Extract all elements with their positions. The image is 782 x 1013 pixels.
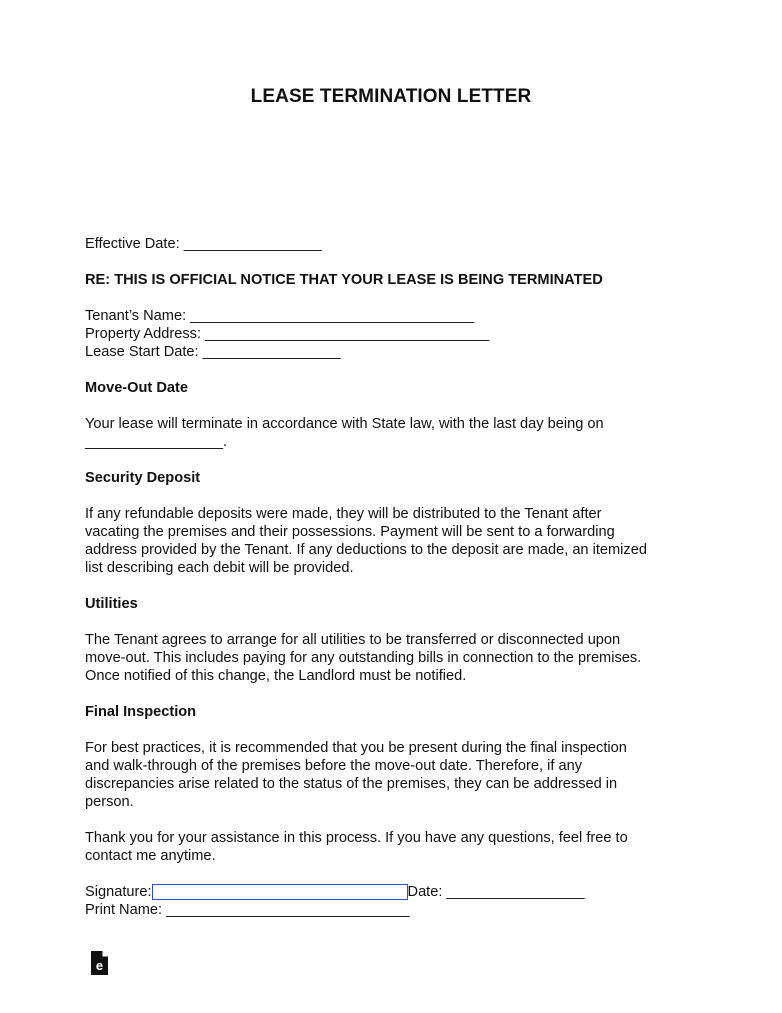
- final-inspection-line: For best practices, it is recommended that you be present during the final inspection: [85, 740, 627, 756]
- utilities-line: move-out. This includes paying for any outstanding bills in connection to the premises.: [85, 650, 642, 666]
- security-deposit-line: address provided by the Tenant. If any deductions to the deposit are made, an itemized: [85, 542, 647, 558]
- section-heading-final-inspection: Final Inspection: [85, 704, 197, 720]
- re-notice-line: RE: THIS IS OFFICIAL NOTICE THAT YOUR LEASE IS BEING TERMINATED: [85, 272, 603, 288]
- security-deposit-line: list describing each debit will be provided.: [85, 560, 354, 576]
- section-heading-security-deposit: Security Deposit: [85, 470, 201, 486]
- svg-text:e: e: [95, 958, 104, 973]
- final-inspection-line: person.: [85, 794, 134, 810]
- move-out-line: Your lease will terminate in accordance with State law, with the last day being on: [85, 416, 604, 432]
- print-name-line: Print Name: ______________________________: [85, 902, 410, 918]
- closing-line: contact me anytime.: [85, 848, 216, 864]
- signature-label: Signature:: [85, 884, 152, 900]
- move-out-line: _________________.: [85, 434, 228, 450]
- security-deposit-line: If any refundable deposits were made, they will be distributed to the Tenant after: [85, 506, 602, 522]
- security-deposit-line: vacating the premises and their possessions. Payment will be sent to a forwarding: [85, 524, 615, 540]
- tenant-name-line: Tenant’s Name: ___________________________________: [85, 308, 475, 324]
- utilities-line: Once notified of this change, the Landlord must be notified.: [85, 668, 467, 684]
- document-body: [85, 235, 705, 919]
- eforms-logo-icon: [88, 950, 110, 976]
- final-inspection-line: and walk-through of the premises before the move-out date. Therefore, if any: [85, 758, 583, 774]
- property-address-line: Property Address: ___________________________________: [85, 326, 490, 342]
- utilities-line: The Tenant agrees to arrange for all utilities to be transferred or disconnected upon: [85, 632, 621, 648]
- section-heading-move-out: Move-Out Date: [85, 380, 188, 396]
- final-inspection-line: discrepancies arise related to the status of the premises, they can be addressed in: [85, 776, 618, 792]
- signature-field[interactable]: [152, 884, 408, 900]
- date-line: Date: _________________: [407, 884, 585, 900]
- document-title: LEASE TERMINATION LETTER: [250, 86, 532, 107]
- lease-start-date-line: Lease Start Date: _________________: [85, 344, 341, 360]
- signature-row: [85, 883, 705, 901]
- effective-date-line: Effective Date: _________________: [85, 236, 322, 252]
- closing-line: Thank you for your assistance in this process. If you have any questions, feel free to: [85, 830, 628, 846]
- section-heading-utilities: Utilities: [85, 596, 138, 612]
